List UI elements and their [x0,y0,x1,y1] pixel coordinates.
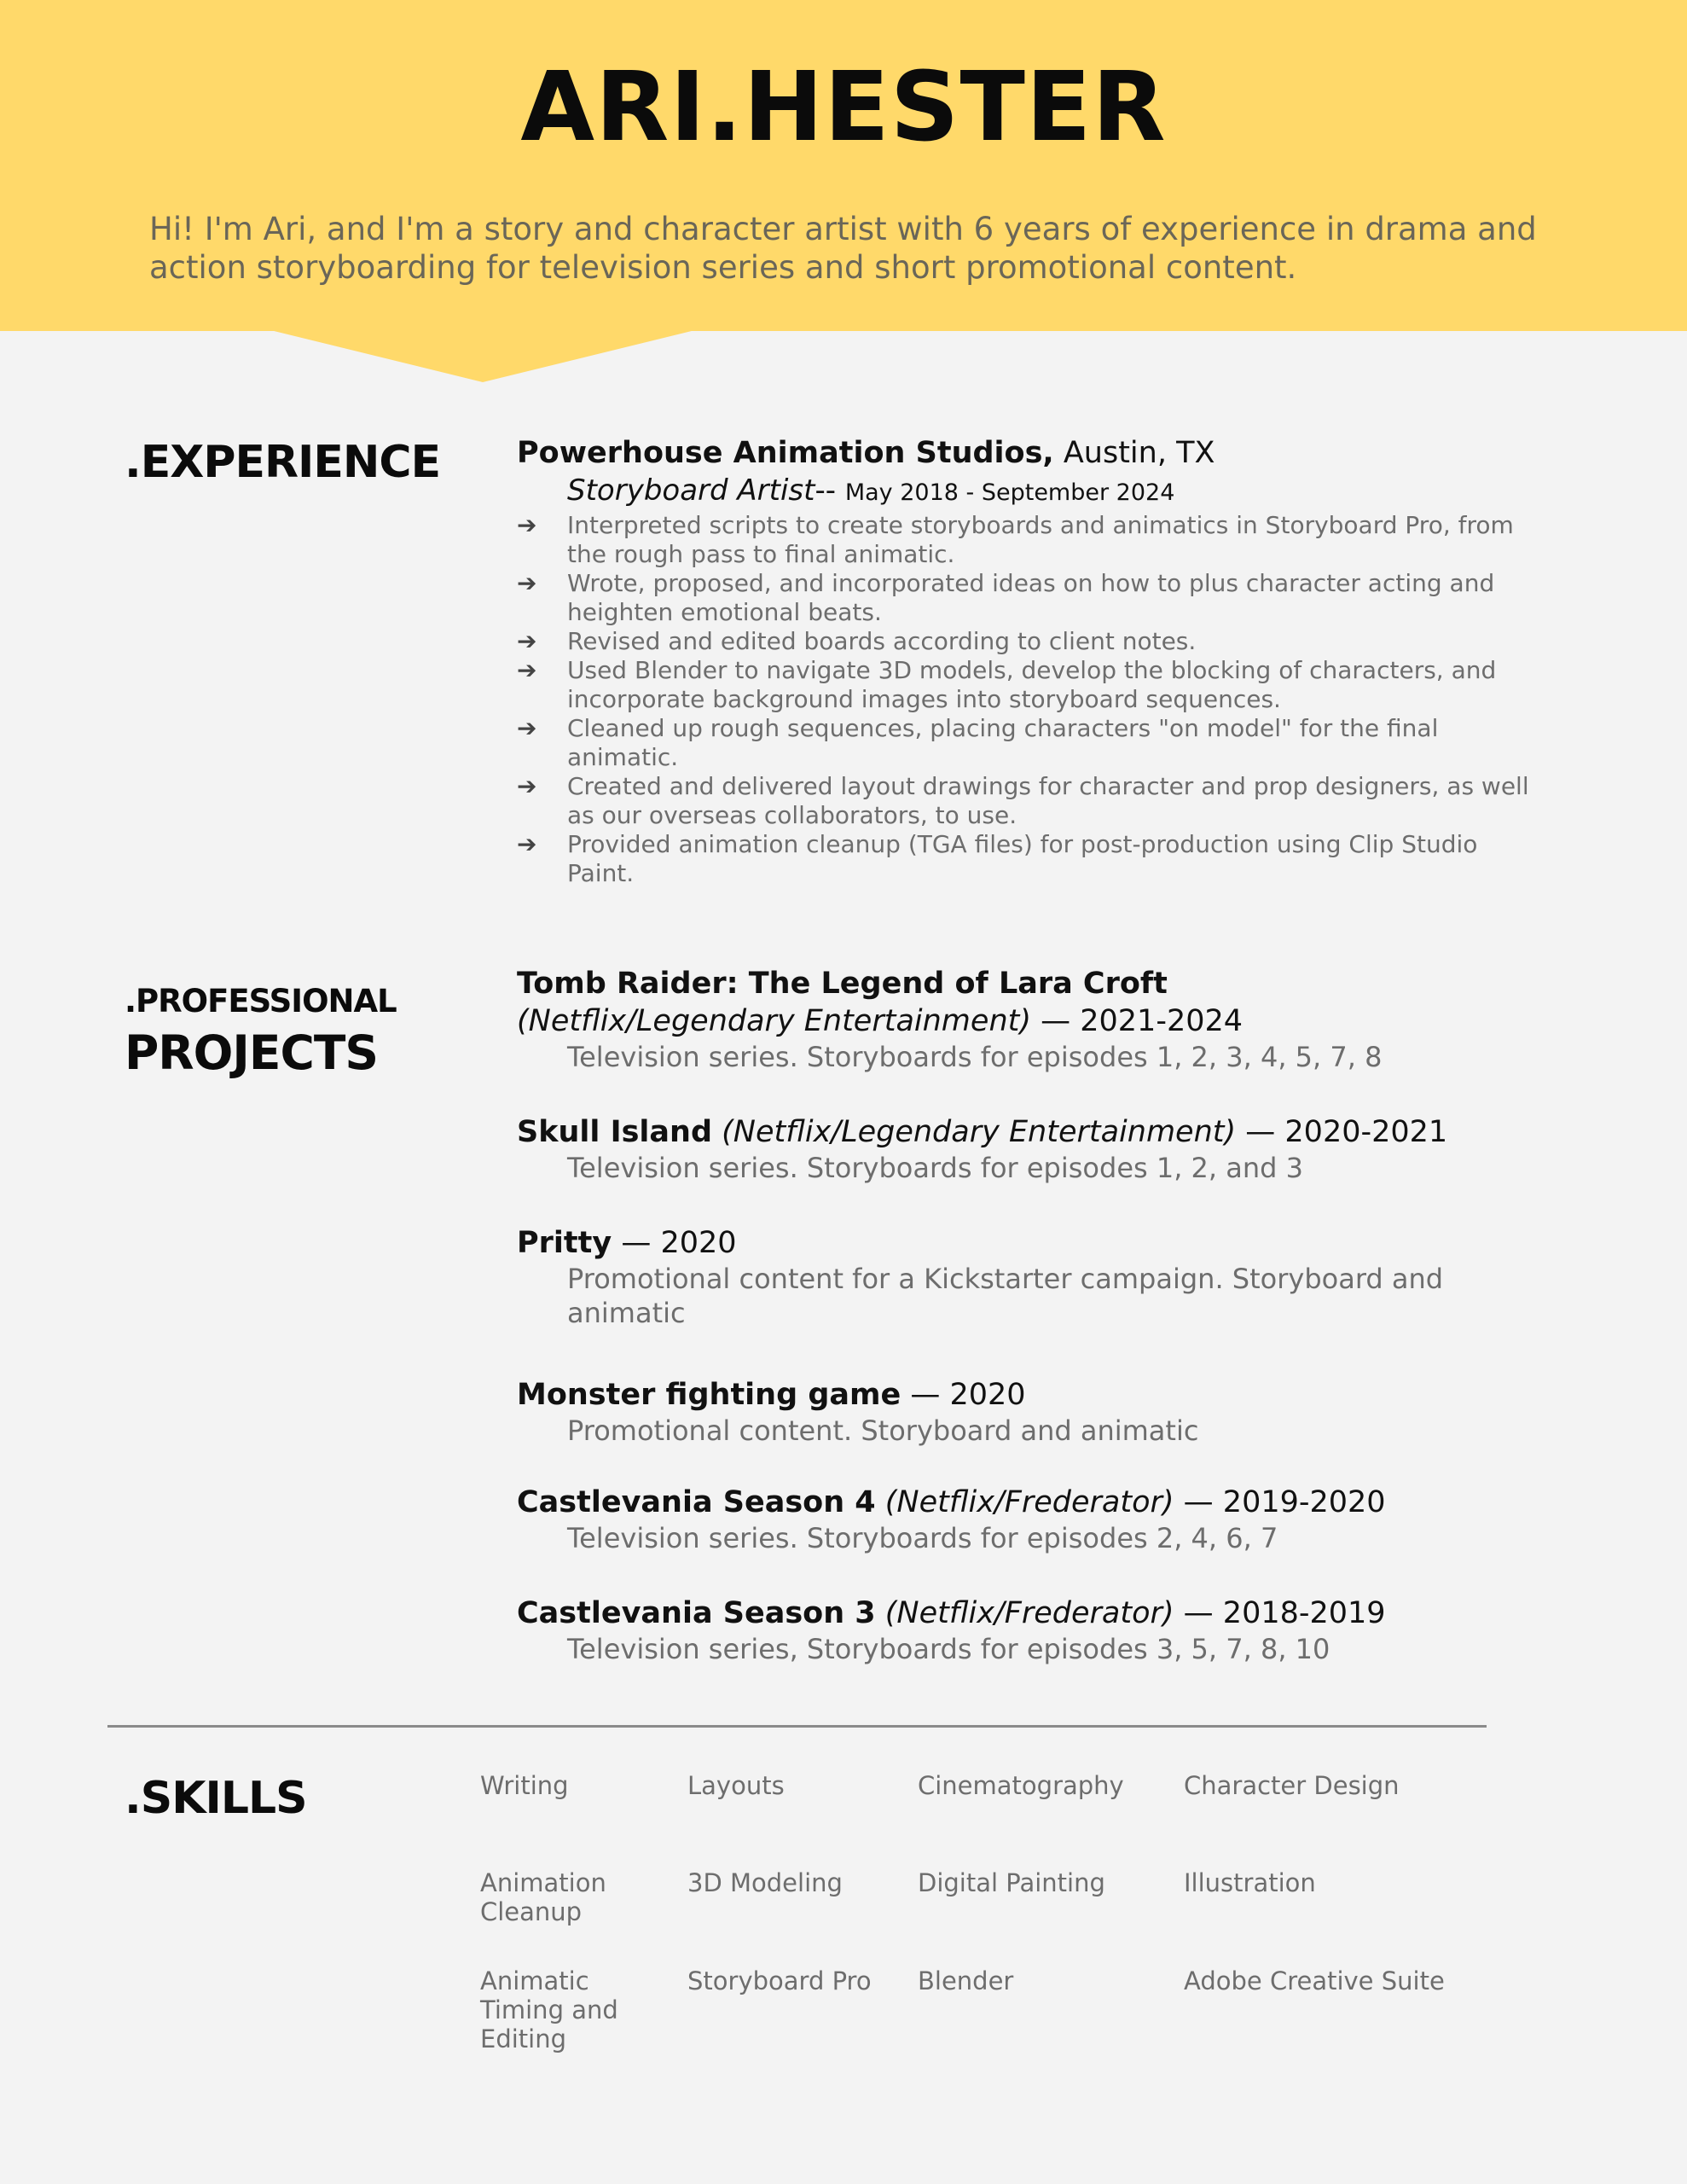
project-heading [517,1484,1557,1521]
project-description: Television series, Storyboards for episodes 3, 5, 7, 8, 10 [567,1633,1330,1665]
experience-bullet [517,569,1540,627]
project-years: — 2021-2024 [1031,1004,1244,1038]
project-studio: (Netflix/Frederator) [875,1596,1174,1630]
experience-bullet-text: Provided animation cleanup (TGA files) for post-production using Clip Studio Paint. [567,830,1478,887]
arrow-icon: ➔ [517,714,537,742]
project-studio: (Netflix/Legendary Entertainment) [712,1115,1237,1149]
project-heading [517,1594,1557,1632]
arrow-icon: ➔ [517,627,537,655]
arrow-icon: ➔ [517,772,537,800]
skill-item: Layouts [687,1771,785,1800]
skill-item: Writing [480,1771,569,1800]
projects-heading-line2: PROJECTS [125,1025,378,1080]
project-years: — 2019-2020 [1174,1485,1386,1519]
project-heading [517,965,1557,1040]
project-studio: (Netflix/Frederator) [875,1485,1174,1519]
experience-bullet [517,830,1540,888]
intro-text: Hi! I'm Ari, and I'm a story and character artist with 6 years of experience in drama and action storyboarding for television series and short promotional content. [149,211,1537,286]
project-years: — 2020 [901,1378,1026,1412]
project-description: Promotional content. Storyboard and animatic [567,1414,1199,1447]
project-description: Television series. Storyboards for episodes 1, 2, 3, 4, 5, 7, 8 [567,1041,1383,1073]
project-item [517,1113,1557,1185]
skill-item: 3D Modeling [687,1868,843,1897]
arrow-icon: ➔ [517,656,537,684]
skill-item: Blender [918,1966,1014,1995]
role-separator: -- [815,473,845,508]
project-studio: (Netflix/Legendary Entertainment) [517,1004,1031,1038]
project-item [517,1376,1557,1448]
project-heading [517,1113,1557,1151]
skills-heading: .SKILLS [125,1773,307,1824]
project-item [517,1484,1557,1555]
project-heading [517,1224,1557,1262]
role-dates: May 2018 - September 2024 [844,479,1175,506]
arrow-icon: ➔ [517,830,537,858]
project-item [517,1224,1557,1330]
experience-bullet-text: Interpreted scripts to create storyboards and animatics in Storyboard Pro, from the rough pass to final animatic. [567,511,1514,568]
skill-item: Storyboard Pro [687,1966,872,1995]
project-years: — 2020 [612,1226,737,1260]
project-name: Tomb Raider: The Legend of Lara Croft [517,967,1168,1001]
company-line [517,433,1540,473]
experience-bullet [517,511,1540,569]
project-item [517,1594,1557,1666]
experience-bullet-text: Used Blender to navigate 3D models, develop the blocking of characters, and incorporate background images into storyboard sequences. [567,656,1497,713]
experience-bullet [517,714,1540,772]
role-title: Storyboard Artist [567,473,815,508]
skill-item: Digital Painting [918,1868,1105,1897]
project-name: Monster fighting game [517,1378,901,1412]
role-line [567,473,1540,511]
experience-section [517,433,1540,888]
skill-item: Cinematography [918,1771,1124,1800]
project-years: — 2018-2019 [1174,1596,1386,1630]
projects-heading-line1: .PROFESSIONAL [125,983,397,1019]
project-item [517,965,1557,1074]
experience-bullet [517,656,1540,714]
skill-item: Animatic Timing and Editing [480,1966,618,2053]
experience-bullet-text: Wrote, proposed, and incorporated ideas on how to plus character acting and heighten emotional beats. [567,569,1495,626]
experience-bullet-text: Revised and edited boards according to client notes. [567,627,1197,655]
project-name: Castlevania Season 4 [517,1485,876,1519]
skill-item: Illustration [1184,1868,1316,1897]
skill-item: Adobe Creative Suite [1184,1966,1445,1995]
project-years: — 2020-2021 [1236,1115,1448,1149]
project-name: Castlevania Season 3 [517,1596,876,1630]
project-description: Television series. Storyboards for episodes 1, 2, and 3 [567,1152,1303,1184]
arrow-icon: ➔ [517,511,537,539]
skill-item: Animation Cleanup [480,1868,606,1926]
resume-name: ARI.HESTER [520,52,1167,163]
project-heading [517,1376,1557,1414]
experience-bullet-text: Created and delivered layout drawings for character and prop designers, as well as our overseas collaborators, to use. [567,772,1529,829]
project-name: Skull Island [517,1115,713,1149]
project-description: Promotional content for a Kickstarter campaign. Storyboard and animatic [567,1263,1444,1329]
arrow-icon: ➔ [517,569,537,597]
skill-item: Character Design [1184,1771,1400,1800]
project-name: Pritty [517,1226,612,1260]
projects-section [517,965,1557,1666]
experience-bullet-list [517,511,1540,888]
experience-bullet [517,627,1540,656]
company-location: Austin, TX [1053,436,1215,470]
header-banner-point [267,329,699,382]
experience-heading: .EXPERIENCE [125,437,441,488]
section-divider [107,1725,1487,1728]
experience-bullet [517,772,1540,830]
experience-bullet-text: Cleaned up rough sequences, placing characters "on model" for the final animatic. [567,714,1439,771]
project-description: Television series. Storyboards for episodes 2, 4, 6, 7 [567,1522,1278,1554]
company-name: Powerhouse Animation Studios, [517,436,1054,470]
